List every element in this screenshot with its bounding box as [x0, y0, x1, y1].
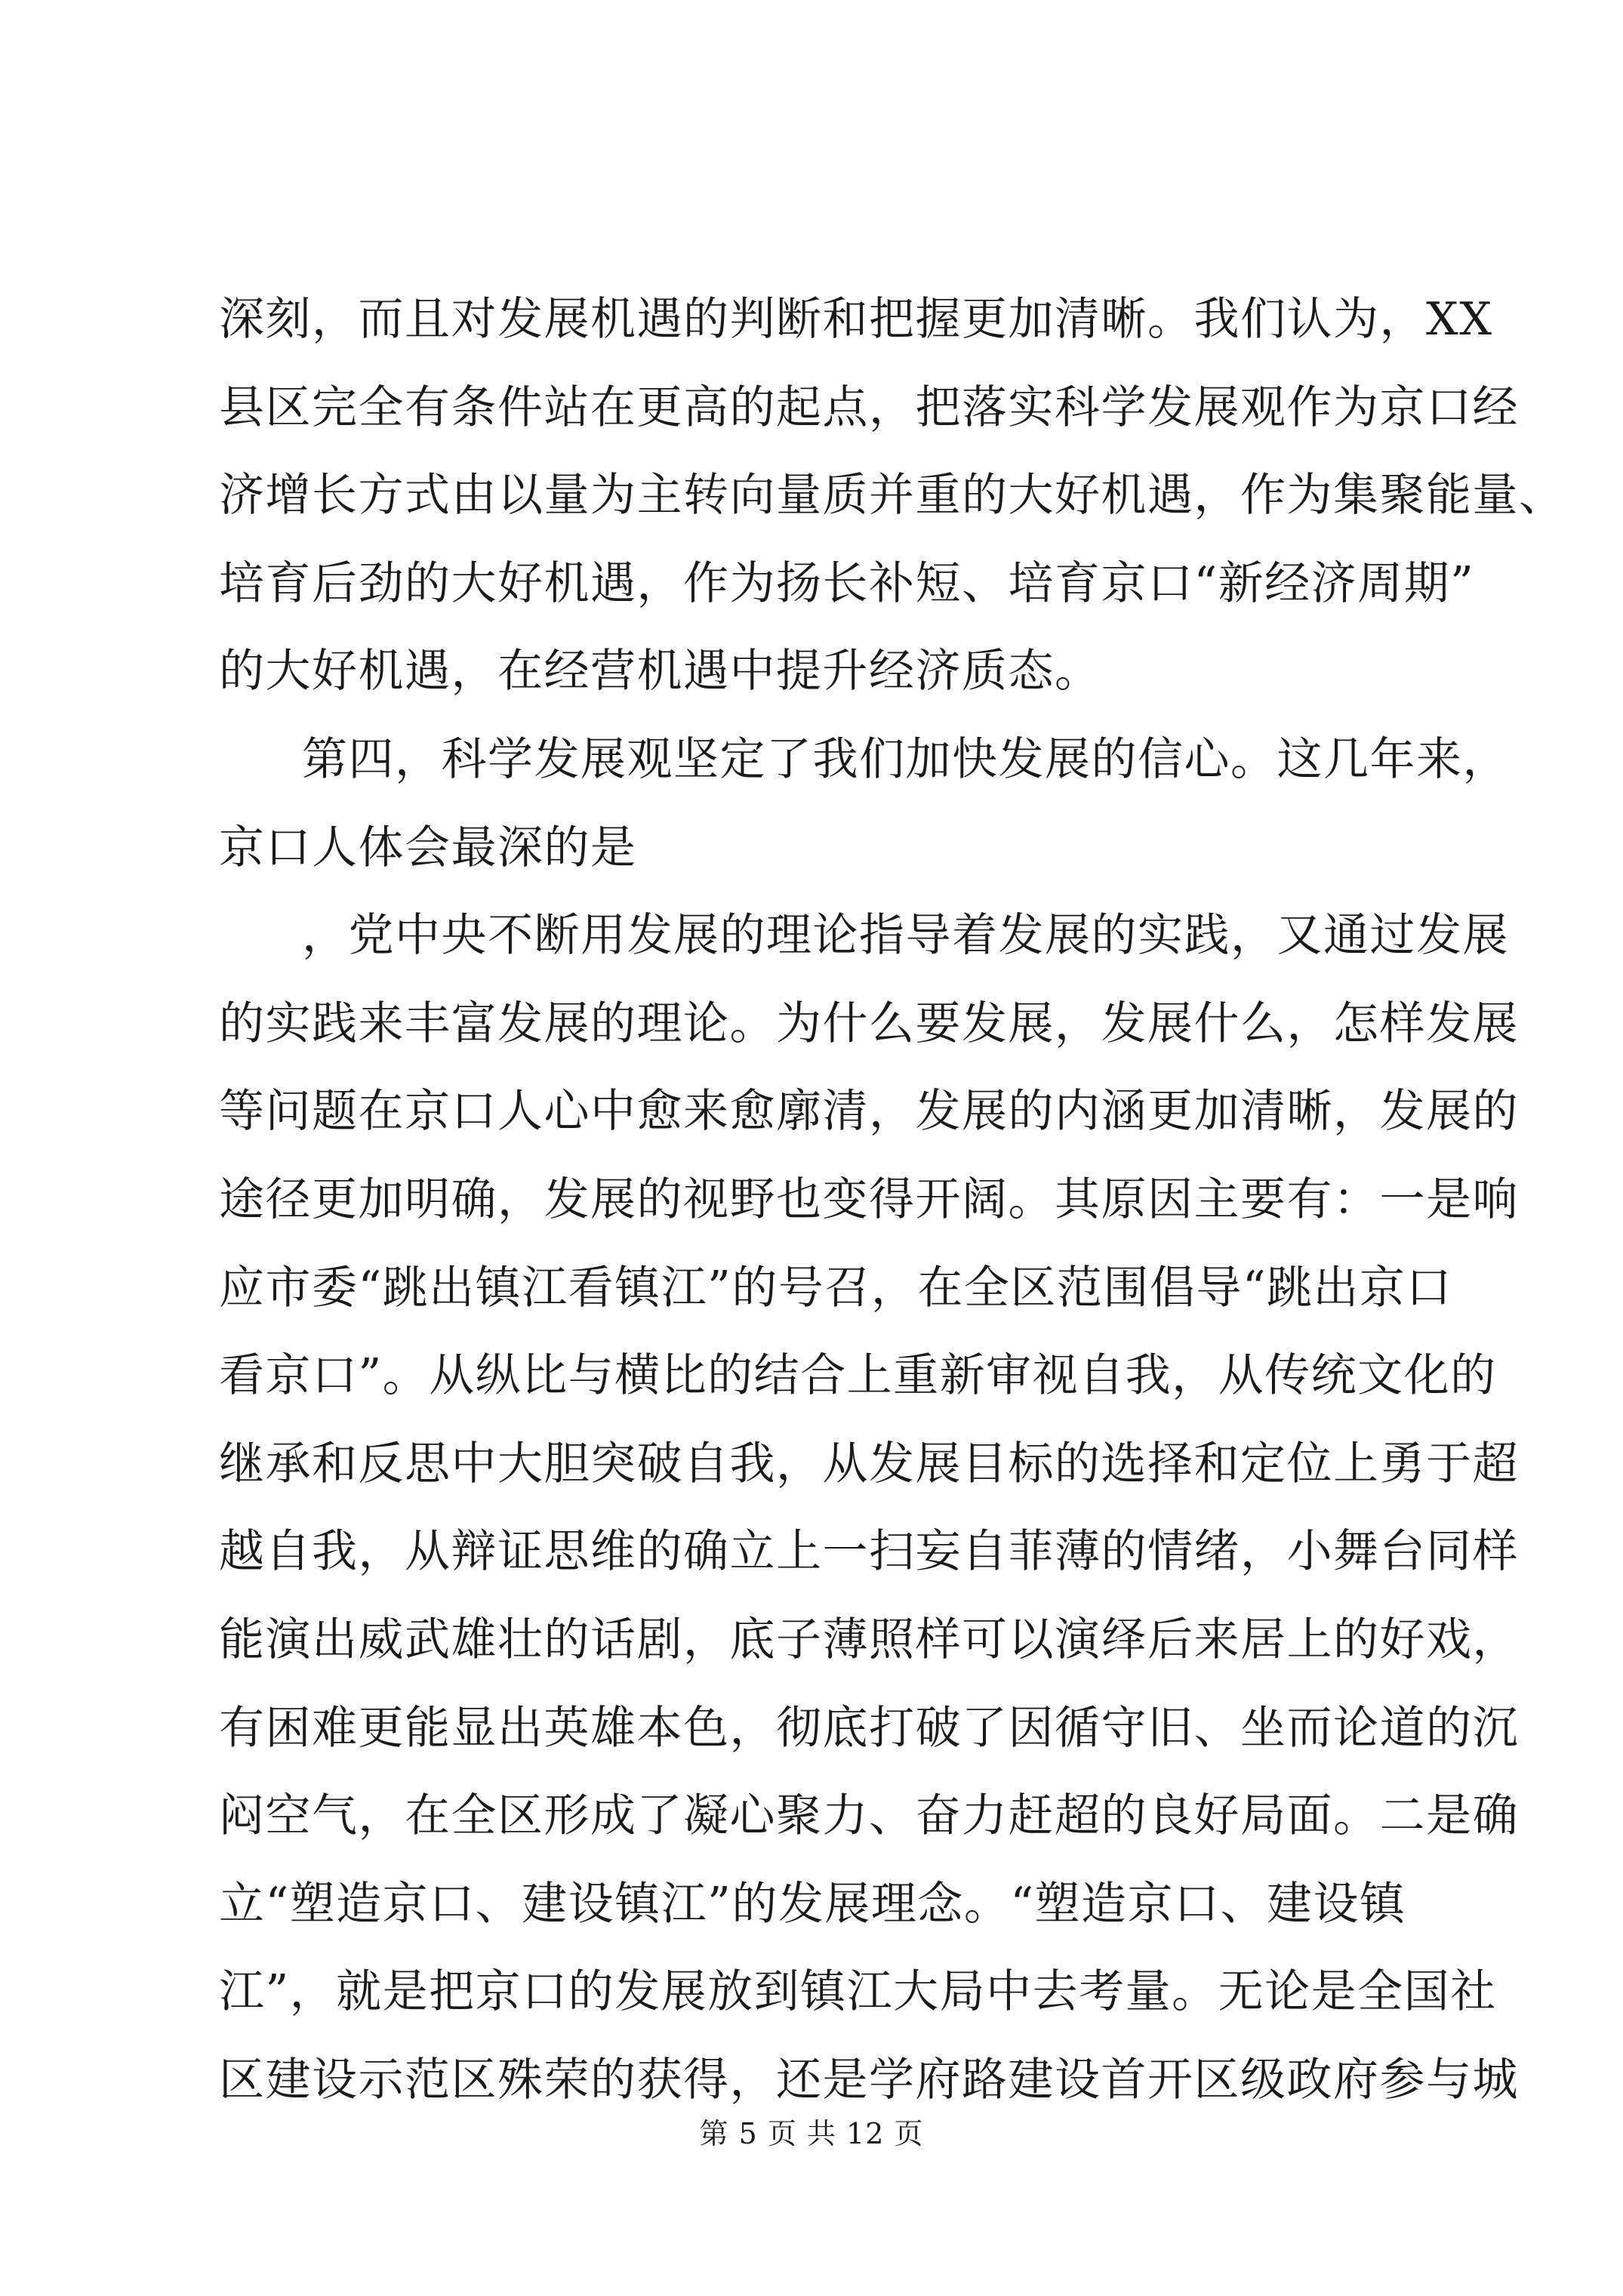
- text-line: 县区完全有条件站在更高的起点，把落实科学发展观作为京口经: [219, 381, 1519, 434]
- text-line: 有困难更能显出英雄本色，彻底打破了因循守旧、坐而论道的沉: [219, 1701, 1519, 1755]
- text-line: 培育后劲的大好机遇，作为扬长补短、培育京口“新经济周期”: [219, 556, 1475, 610]
- document-body: [219, 276, 1566, 2124]
- text-line: 区建设示范区殊荣的获得，还是学府路建设首开区级政府参与城: [219, 2053, 1519, 2106]
- text-line: 的实践来丰富发展的理论。为什么要发展，发展什么，怎样发展: [219, 997, 1519, 1050]
- text-line: 应市委“跳出镇江看镇江”的号召，在全区范围倡导“跳出京口: [219, 1261, 1453, 1314]
- text-line: 闷空气，在全区形成了凝心聚力、奋力赶超的良好局面。二是确: [219, 1789, 1519, 1843]
- text-line: 深刻，而且对发展机遇的判断和把握更加清晰。我们认为，XX: [219, 293, 1493, 346]
- text-line: 济增长方式由以量为主转向量质并重的大好机遇，作为集聚能量、: [219, 469, 1566, 522]
- text-line: 第四，科学发展观坚定了我们加快发展的信心。这几年来，: [302, 732, 1509, 786]
- text-line: 越自我，从辩证思维的确立上一扫妄自菲薄的情绪，小舞台同样: [219, 1525, 1519, 1579]
- text-line: 能演出威武雄壮的话剧，底子薄照样可以演绎后来居上的好戏，: [219, 1613, 1519, 1666]
- text-line: 等问题在京口人心中愈来愈廓清，发展的内涵更加清晰，发展的: [219, 1085, 1519, 1139]
- text-line: 立“塑造京口、建设镇江”的发展理念。“塑造京口、建设镇: [219, 1877, 1406, 1931]
- text-line: 途径更加明确，发展的视野也变得开阔。其原因主要有：一是响: [219, 1173, 1519, 1226]
- text-line: 继承和反思中大胆突破自我，从发展目标的选择和定位上勇于超: [219, 1437, 1519, 1490]
- text-line: 看京口”。从纵比与横比的结合上重新审视自我，从传统文化的: [219, 1349, 1497, 1403]
- text-line: 京口人体会最深的是: [219, 821, 637, 874]
- text-line: ，党中央不断用发展的理论指导着发展的实践，又通过发展: [302, 909, 1509, 963]
- text-line: 的大好机遇，在经营机遇中提升经济质态。: [219, 645, 1101, 698]
- page-footer: 第 5 页 共 12 页: [699, 2117, 924, 2150]
- text-line: 江”，就是把京口的发展放到镇江大局中去考量。无论是全国社: [219, 1965, 1497, 2019]
